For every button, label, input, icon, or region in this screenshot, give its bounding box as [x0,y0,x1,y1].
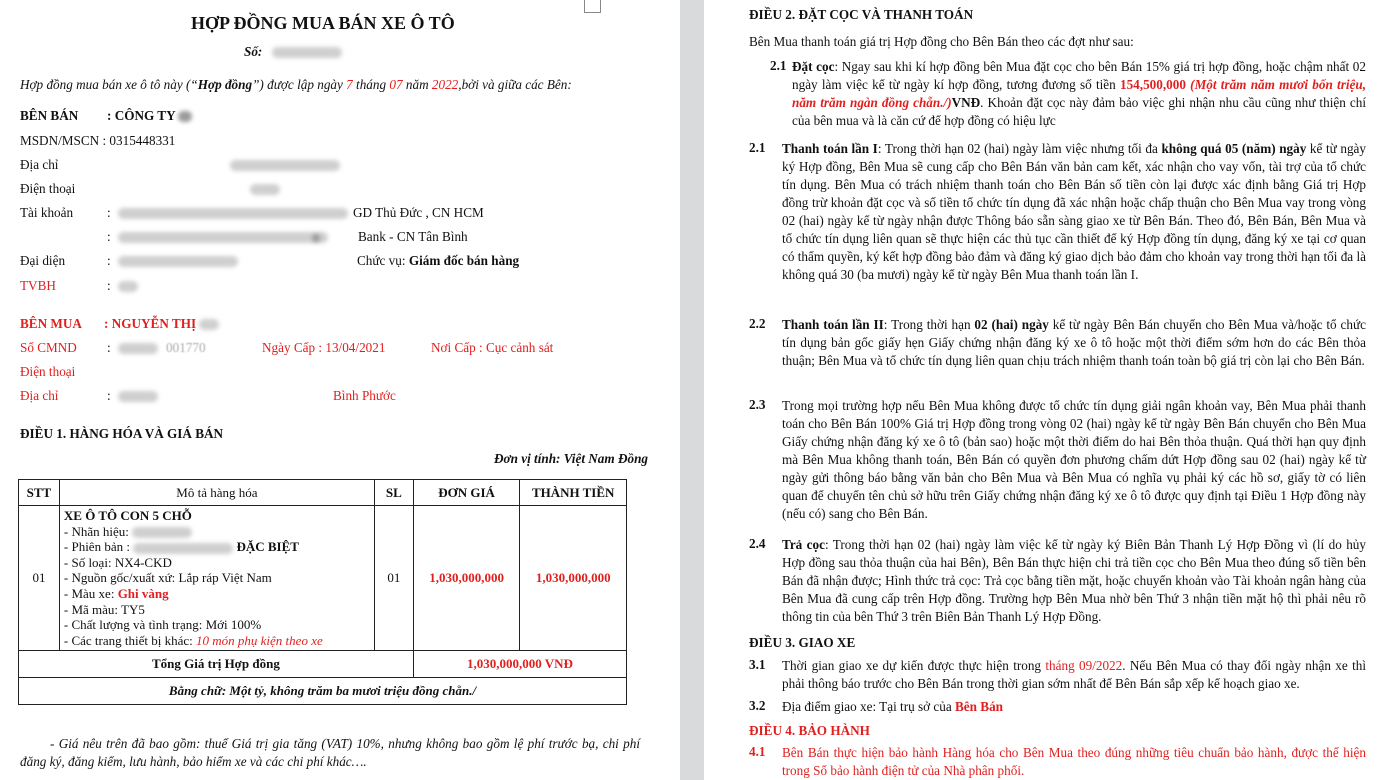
seller-company: : CÔNG TY [107,108,192,124]
contract-page-right [704,0,1382,780]
cell-description [59,506,374,651]
contract-intro: Hợp đồng mua bán xe ô tô này (“Hợp đồng”) được lập ngày 7 tháng 07 năm 2022,bởi và giữa các Bên: [20,77,572,92]
buyer-address-value: Bình Phước [333,388,396,403]
item-equipment: - Các trang thiết bị khác: 10 món phụ kiện theo xe [63,632,323,648]
buyer-issue-place: Nơi Cấp : Cục cảnh sát [431,340,554,355]
seller-account-bank-2: Bank - CN Tân Bình [358,229,468,244]
seller-tvbh-colon: : [107,278,111,293]
table-total-row [19,651,627,678]
item-brand: - Nhãn hiệu: [64,524,370,540]
clause24-text: Trả cọc: Trong thời hạn 02 (hai) ngày làm việc kể từ ngày ký Biên Bản Thanh Lý Hợp Đồng vì (lí do hủy Hợp đồng sau thỏa thuận của hai Bên), Bên Bán thực hiện chi trả tiền cọc cho Bên Mua theo đúng số tiền bên Bán đã nhận được; Hình thức trả cọc: Trả cọc bằng tiền mặt, hoặc chuyển khoản vào Tài khoản ngân hàng của Bên Mua đã cung cấp trên Hợp đồng. Trường hợp Bên Mua nhờ bên Thứ 3 nhận tiền mặt hộ thì phải nêu rõ thông tin của bên Thứ 3 trên Biên Bản Thanh Lý Hợp Đồng. [782,537,1366,624]
redacted-contract-number [272,47,342,58]
buyer-phone-label: Điện thoại [20,364,76,379]
article4-heading: ĐIỀU 4. BẢO HÀNH [749,723,870,738]
article2-heading: ĐIỀU 2. ĐẶT CỌC VÀ THANH TOÁN [749,7,974,22]
payment1-number: 2.1 [749,140,766,155]
article1-heading: ĐIỀU 1. HÀNG HÓA VÀ GIÁ BÁN [20,426,224,441]
seller-msdn: MSDN/MSCN : 0315448331 [20,133,176,148]
item-condition: - Chất lượng và tình trạng: Mới 100% [63,617,262,633]
redacted-tvbh [118,281,138,292]
buyer-cmnd-partial: 001770 [166,340,206,355]
col-header-qty: SL [374,480,413,506]
seller-phone-label: Điện thoại [20,181,76,196]
clause23-number: 2.3 [749,397,766,412]
buyer-label: BÊN MUA [20,316,82,331]
col-header-total: THÀNH TIỀN [520,480,627,506]
seller-label: BÊN BÁN [20,108,79,123]
clause41-number: 4.1 [749,744,766,759]
seller-address-label: Địa chỉ [20,157,59,172]
redacted-seller-address [230,160,340,171]
contract-title: HỢP ĐỒNG MUA BÁN XE Ô TÔ [191,13,455,33]
redacted-company-name [178,111,192,122]
cell-stt: 01 [19,506,60,651]
total-value: 1,030,000,000 VNĐ [413,651,626,678]
redaction-dot [312,234,320,242]
item-version: - Phiên bản : ĐẶC BIỆT [63,539,299,555]
article3-heading: ĐIỀU 3. GIAO XE [749,635,856,650]
redacted-seller-phone [250,184,280,195]
payment2-clause: Thanh toán lần II: Trong thời hạn 02 (hai) ngày kể từ ngày Bên Bán chuyển cho Bên Mua và/hoặc tổ chức tín dụng bản gốc giấy hẹn Giấy chứng nhận đăng ký xe ô tô hoặc một thời điểm sớm hơn do các Bên thỏa thuận; Bên Mua và tổ chức tín dụng liên quan chịu trách nhiệm thanh toán toàn bộ giá trị còn lại cho Bên Bán. [782,317,1366,368]
item-color: - Màu xe: Ghi vàng [63,585,169,601]
col-header-description: Mô tả hàng hóa [59,480,374,506]
contract-number-label: Số: [244,44,342,60]
cell-unit-price: 1,030,000,000 [413,506,520,651]
item-origin: - Nguồn gốc/xuất xứ: Lắp ráp Việt Nam [63,570,272,586]
buyer-address-label: Địa chỉ [20,388,59,403]
item-model: - Số loại: NX4-CKD [63,554,172,570]
total-label: Tổng Giá trị Hợp đồng [19,651,414,678]
clause32-text: Địa điểm giao xe: Tại trụ sở của Bên Bán [782,699,1004,714]
table-words-row [19,678,627,705]
clause23-text: Trong mọi trường hợp nếu Bên Mua không được tổ chức tín dụng giải ngân khoản vay, Bên Mua phải thanh toán cho Bên Bán 100% Giá trị Hợp đồng trong vòng 02 (hai) ngày kể từ ngày Bên Bán chuyển cho Bên Mua Giấy chứng nhận đăng ký xe ô tô (bản sao) hoặc một thời điểm do hai Bên thỏa thuận. Quá thời hạn quy định mà Bên Mua không thanh toán, Bên Bán có quyền đơn phương chấm dứt Hợp đồng sau 02 (hai) ngày kể từ ngày gửi thông báo bằng văn bản cho Bên Mua và Bên Mua có nghĩa vụ phải ký các hồ sơ, giấy tờ có liên quan để chuyển tên chủ sở hữu trên Giấy chứng nhận đăng ký xe ô tô được quy định tại Điều 1 Hợp đồng này (nếu có) sang cho Bên Bán. [782,398,1366,521]
redacted-account-1 [118,208,348,219]
buyer-issue-date: Ngày Cấp : 13/04/2021 [262,340,386,355]
deposit-clause: Đặt cọc: Ngay sau khi kí hợp đồng bên Mua đặt cọc cho bên Bán 15% giá trị hợp đồng, hoặc chậm nhất 02 ngày làm việc kể từ ngày kí hợp đồng, tương đương số tiền 154,500,000 (Một trăm năm mươi bốn triệu, năm trăm ngàn đồng chẵn./)VNĐ. Khoản đặt cọc này đảm bảo việc ghi nhận nhu cầu cũng như thiện chí của bên mua và là căn cứ để hợp đồng có hiệu lực [792,59,1366,128]
currency-unit: Đơn vị tính: Việt Nam Đồng [494,451,648,466]
col-header-unit-price: ĐƠN GIÁ [413,480,520,506]
redacted-version [133,543,233,554]
buyer-address-colon: : [107,388,111,403]
redacted-buyer-address [118,391,158,402]
col-header-stt: STT [19,480,60,506]
contract-page-left [0,0,680,780]
seller-account-colon-2: : [107,229,111,244]
goods-table [18,479,627,705]
seller-account-bank-1: GD Thủ Đức , CN HCM [353,205,484,220]
buyer-name: : NGUYỄN THỊ [104,316,219,332]
payment2-number: 2.2 [749,316,766,331]
page-corner-mark [584,0,601,13]
article2-intro: Bên Mua thanh toán giá trị Hợp đồng cho Bên Bán theo các đợt như sau: [749,34,1134,49]
seller-rep-colon: : [107,253,111,268]
deposit-number: 2.1 [770,58,787,73]
table-row [19,506,627,651]
seller-tvbh-label: TVBH [20,278,56,293]
seller-account-label: Tài khoản [20,205,74,220]
seller-position: Chức vụ: Giám đốc bán hàng [357,253,520,268]
buyer-cmnd-label: Số CMND [20,340,77,355]
buyer-cmnd-colon: : [107,340,111,355]
redacted-cmnd [118,343,158,354]
item-title: XE Ô TÔ CON 5 CHỖ [63,508,192,523]
clause31-text: Thời gian giao xe dự kiến được thực hiện trong tháng 09/2022. Nếu Bên Mua có thay đổi ngày nhận xe thì phải thông báo trước cho Bên Bán trong thời gian sớm nhất để Bên Bán sắp xếp kế hoạch giao xe. [782,658,1366,691]
cell-qty: 01 [374,506,413,651]
payment1-clause: Thanh toán lần I: Trong thời hạn 02 (hai) ngày làm việc nhưng tối đa không quá 05 (năm) ngày kể từ ngày ký Hợp đồng, Bên Mua sẽ cung cấp cho Bên Bán văn bản cam kết, xác nhận cho vay vốn, tài trợ của tổ chức tín dụng. Bên Mua có trách nhiệm thanh toán cho Bên Bán số tiền còn lại được xác định bằng Giá trị Hợp đồng trừ khoản đặt cọc và số tiền tổ chức tín dụng đã xác nhận hoặc chấp thuận cho Bên Mua vay trong vòng 02 (hai) ngày kể từ ngày nhận được Thông báo sẵn sàng giao xe từ Bên Bán. Theo đó, Bên Bán, Bên Mua và tổ chức tín dụng liên quan sẽ thực hiện các thủ tục cần thiết để ký Hợp đồng tín dụng, đăng ký xe tại cơ quan có thẩm quyền, ký kết hợp đồng bảo đảm và đăng ký giao dịch bảo đảm cho khoản vay trong thời hạn tối đa là không quá 30 (ba mươi) ngày kể từ ngày Bên Mua thanh toán lần I. [782,141,1366,282]
seller-rep-label: Đại diện [20,253,66,268]
item-color-code: - Mã màu: TY5 [63,601,145,617]
redacted-brand [132,527,192,538]
clause31-number: 3.1 [749,657,766,672]
clause41-text: Bên Bán thực hiện bảo hành Hàng hóa cho Bên Mua theo đúng những tiêu chuẩn bảo hành, được thể hiện trong Sổ bảo hành điện tử của Nhà phân phối. [782,745,1366,778]
cell-total: 1,030,000,000 [520,506,627,651]
clause24-number: 2.4 [749,536,766,551]
redacted-rep-name [118,256,238,267]
redacted-account-2 [118,232,328,243]
total-in-words: Bằng chữ: Một tỷ, không trăm ba mươi triệu đồng chẵn./ [19,678,627,705]
price-footnote: - Giá nêu trên đã bao gồm: thuế Giá trị gia tăng (VAT) 10%, nhưng không bao gồm lệ phí trước bạ, chi phí đăng ký, đăng kiểm, lưu hành, bảo hiểm xe và các chi phí khác…. [20,736,640,769]
table-header-row [19,480,627,506]
seller-account-colon-1: : [107,205,111,220]
clause32-number: 3.2 [749,698,766,713]
redacted-buyer-name [199,319,219,330]
